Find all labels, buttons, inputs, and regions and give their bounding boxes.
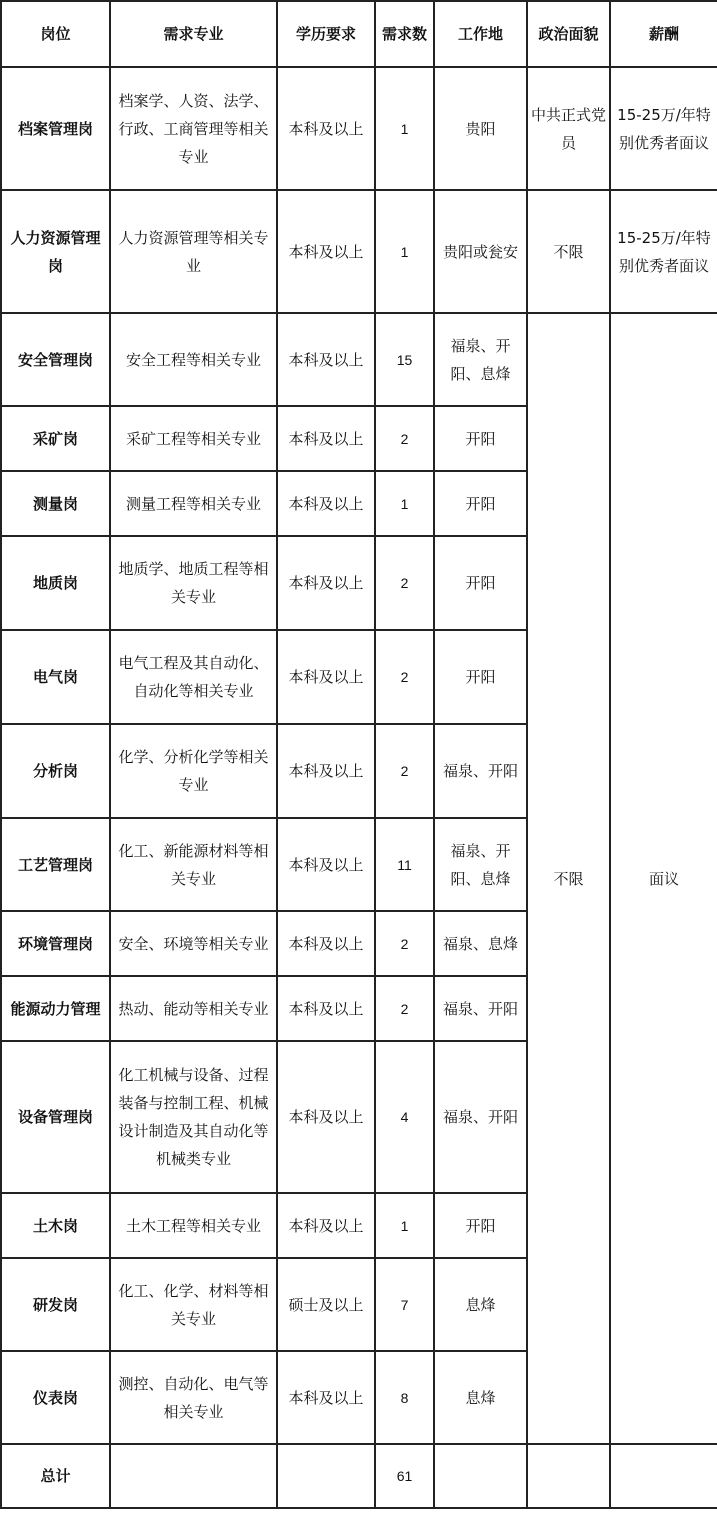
empty-cell: [527, 1444, 610, 1508]
count-cell: 2: [375, 630, 434, 724]
location-cell: 息烽: [434, 1258, 527, 1351]
position-cell: 能源动力管理: [1, 976, 110, 1041]
count-cell: 2: [375, 911, 434, 976]
education-cell: 本科及以上: [277, 471, 375, 536]
count-cell: 2: [375, 406, 434, 471]
count-cell: 15: [375, 313, 434, 406]
position-cell: 电气岗: [1, 630, 110, 724]
major-cell: 安全、环境等相关专业: [110, 911, 277, 976]
header-major: 需求专业: [110, 1, 277, 67]
education-cell: 本科及以上: [277, 190, 375, 313]
major-cell: 化学、分析化学等相关专业: [110, 724, 277, 818]
header-count: 需求数: [375, 1, 434, 67]
empty-cell: [277, 1444, 375, 1508]
location-cell: 开阳: [434, 406, 527, 471]
count-cell: 1: [375, 190, 434, 313]
education-cell: 本科及以上: [277, 976, 375, 1041]
position-cell: 采矿岗: [1, 406, 110, 471]
major-cell: 档案学、人资、法学、行政、工商管理等相关专业: [110, 67, 277, 190]
education-cell: 本科及以上: [277, 313, 375, 406]
location-cell: 福泉、开阳: [434, 976, 527, 1041]
major-cell: 测量工程等相关专业: [110, 471, 277, 536]
empty-cell: [110, 1444, 277, 1508]
table-row: [1, 67, 717, 190]
education-cell: 本科及以上: [277, 406, 375, 471]
major-cell: 采矿工程等相关专业: [110, 406, 277, 471]
count-cell: 2: [375, 976, 434, 1041]
education-cell: 本科及以上: [277, 67, 375, 190]
count-cell: 1: [375, 67, 434, 190]
position-cell: 环境管理岗: [1, 911, 110, 976]
count-cell: 8: [375, 1351, 434, 1444]
education-cell: 本科及以上: [277, 818, 375, 911]
location-cell: 贵阳: [434, 67, 527, 190]
education-cell: 本科及以上: [277, 724, 375, 818]
education-cell: 本科及以上: [277, 1351, 375, 1444]
position-cell: 工艺管理岗: [1, 818, 110, 911]
political-cell: 不限: [527, 190, 610, 313]
salary-cell: 15-25万/年特别优秀者面议: [610, 190, 717, 313]
location-cell: 福泉、开阳: [434, 724, 527, 818]
position-cell: 土木岗: [1, 1193, 110, 1258]
header-education: 学历要求: [277, 1, 375, 67]
total-count: 61: [375, 1444, 434, 1508]
major-cell: 人力资源管理等相关专业: [110, 190, 277, 313]
salary-cell: 15-25万/年特别优秀者面议: [610, 67, 717, 190]
location-cell: 贵阳或瓮安: [434, 190, 527, 313]
position-cell: 分析岗: [1, 724, 110, 818]
total-row: [1, 1444, 717, 1508]
empty-cell: [610, 1444, 717, 1508]
education-cell: 本科及以上: [277, 911, 375, 976]
location-cell: 福泉、开阳、息烽: [434, 313, 527, 406]
position-cell: 测量岗: [1, 471, 110, 536]
empty-cell: [434, 1444, 527, 1508]
location-cell: 开阳: [434, 630, 527, 724]
header-location: 工作地: [434, 1, 527, 67]
major-cell: 化工机械与设备、过程装备与控制工程、机械设计制造及其自动化等机械类专业: [110, 1041, 277, 1193]
political-cell: 中共正式党员: [527, 67, 610, 190]
position-cell: 研发岗: [1, 1258, 110, 1351]
position-cell: 仪表岗: [1, 1351, 110, 1444]
header-row: [1, 1, 717, 67]
political-merged-cell: 不限: [527, 313, 610, 1444]
position-cell: 人力资源管理岗: [1, 190, 110, 313]
count-cell: 4: [375, 1041, 434, 1193]
position-cell: 档案管理岗: [1, 67, 110, 190]
count-cell: 2: [375, 536, 434, 630]
location-cell: 福泉、息烽: [434, 911, 527, 976]
header-salary: 薪酬: [610, 1, 717, 67]
location-cell: 福泉、开阳: [434, 1041, 527, 1193]
count-cell: 1: [375, 471, 434, 536]
location-cell: 开阳: [434, 1193, 527, 1258]
education-cell: 本科及以上: [277, 1193, 375, 1258]
table-row: [1, 313, 717, 406]
major-cell: 安全工程等相关专业: [110, 313, 277, 406]
major-cell: 化工、新能源材料等相关专业: [110, 818, 277, 911]
position-cell: 安全管理岗: [1, 313, 110, 406]
count-cell: 11: [375, 818, 434, 911]
count-cell: 1: [375, 1193, 434, 1258]
header-political: 政治面貌: [527, 1, 610, 67]
major-cell: 地质学、地质工程等相关专业: [110, 536, 277, 630]
position-cell: 地质岗: [1, 536, 110, 630]
location-cell: 开阳: [434, 536, 527, 630]
total-label: 总计: [1, 1444, 110, 1508]
education-cell: 本科及以上: [277, 630, 375, 724]
education-cell: 本科及以上: [277, 536, 375, 630]
count-cell: 2: [375, 724, 434, 818]
header-position: 岗位: [1, 1, 110, 67]
major-cell: 土木工程等相关专业: [110, 1193, 277, 1258]
location-cell: 息烽: [434, 1351, 527, 1444]
position-cell: 设备管理岗: [1, 1041, 110, 1193]
count-cell: 7: [375, 1258, 434, 1351]
major-cell: 电气工程及其自动化、自动化等相关专业: [110, 630, 277, 724]
education-cell: 硕士及以上: [277, 1258, 375, 1351]
major-cell: 化工、化学、材料等相关专业: [110, 1258, 277, 1351]
location-cell: 福泉、开阳、息烽: [434, 818, 527, 911]
education-cell: 本科及以上: [277, 1041, 375, 1193]
table-row: [1, 190, 717, 313]
major-cell: 测控、自动化、电气等相关专业: [110, 1351, 277, 1444]
major-cell: 热动、能动等相关专业: [110, 976, 277, 1041]
location-cell: 开阳: [434, 471, 527, 536]
salary-merged-cell: 面议: [610, 313, 717, 1444]
